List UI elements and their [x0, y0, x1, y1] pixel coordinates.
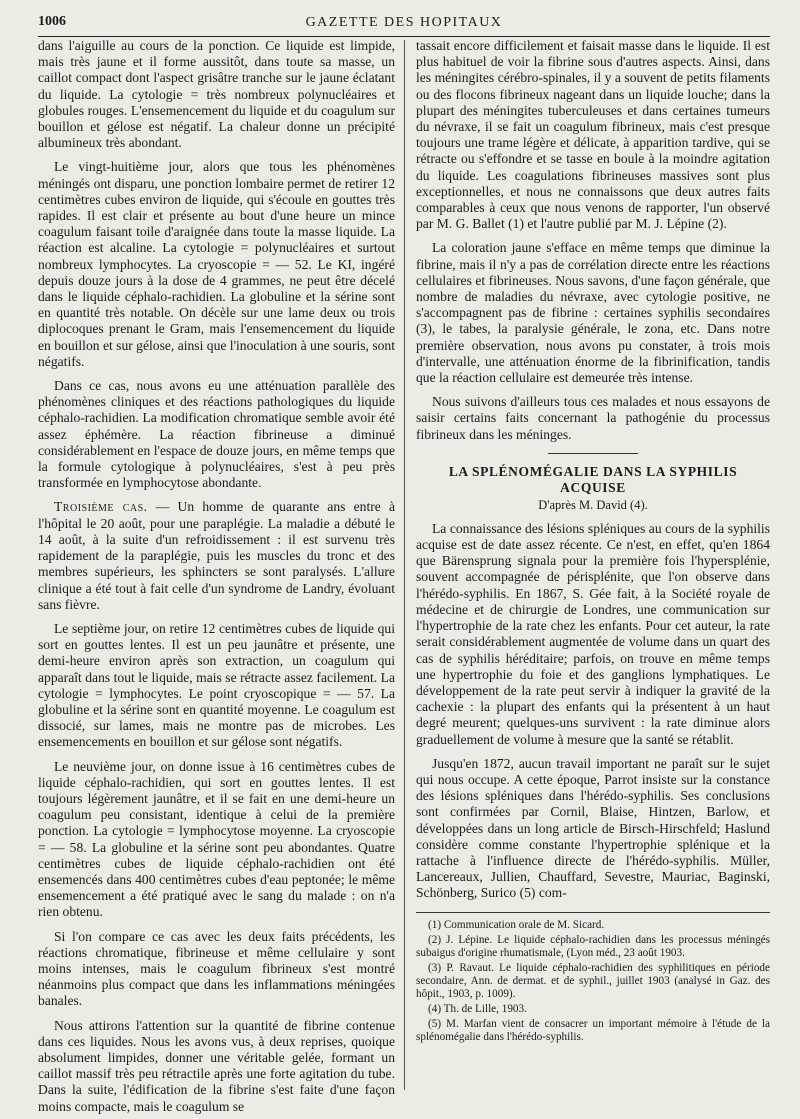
- footnote-rule: [416, 912, 770, 913]
- paragraph: La coloration jaune s'efface en même temps que diminue la fibrine, mais il n'y a pas de corrélation directe entre les réactions cellulaires et fibrineuses. Nous savons, d'une façon générale, que nombre de maladies du névraxe, avec cytologie positive, ne s'accompagnent pas de fibrine : certaines syphilis secondaires (3), le tabes, la paralysie générale, le zona, etc. Dans notre première observation, nous avons pu constater, à trois mois d'intervalle, une atténuation énorme de la fibrinification, tandis que la réaction cellulaire est demeurée très intense.: [416, 240, 770, 386]
- paragraph: dans l'aiguille au cours de la ponction. Ce liquide est limpide, mais très jaune et il forme aussitôt, dans toute sa masse, un caillot compact dont l'aspect grisâtre tranche sur le jaune éclatant du liquide. La cytologie = très nombreux polynucléaires et globules rouges. L'ensemencement du liquide et du coagulum sur bouillon et gélose est négatif. La chaleur donne un précipité albumineux très abondant.: [38, 38, 395, 151]
- paragraph: Le vingt-huitième jour, alors que tous les phénomènes méningés ont disparu, une ponction lombaire permet de retirer 12 centimètres cubes environ de liquide, qui s'écoule en gouttes très rapides. Il est clair et présente au bout d'une heure un mince coagulum faisant toile d'araignée dans toute la masse liquide. La réaction est alcaline. La cytologie = polynucléaires et surtout nombreux lymphocytes. La cryoscopie = — 52. Le KI, ingéré depuis douze jours à la dose de 4 grammes, ne peut être décelé dans le liquide céphalo-rachidien. La globuline et la sérine sont en quantité très notable. On décèle sur une lame deux ou trois diplocoques prenant le Gram, mais l'ensemencement du liquide en bouillon et sur gélose, ainsi que l'inoculation à une souris, sont négatifs.: [38, 159, 395, 369]
- paragraph: [38, 499, 395, 612]
- section-title: LA SPLÉNOMÉGALIE DANS LA SYPHILIS ACQUISE: [448, 463, 738, 495]
- page-number: 1006: [38, 14, 66, 29]
- left-column: [38, 38, 395, 1119]
- right-column: [416, 38, 770, 1046]
- paragraph-text: — Un homme de quarante ans entre à l'hôpital le 20 août, pour une paraplégie. La maladie a débuté le 14 août, à la suite d'un refroidissement : il est survenu très rapidement de la paraplégie, puis les muscles du tronc et des membres supérieurs, les sphincters se sont paralysés. L'allure clinique a été tout à fait celle d'un syndrome de Landry, évoluant sans fièvre.: [38, 499, 396, 612]
- column-divider: [404, 40, 405, 1090]
- section-byline: D'après M. David (4).: [538, 497, 648, 512]
- section-separator: [548, 453, 638, 454]
- footnote: (4) Th. de Lille, 1903.: [428, 1002, 527, 1015]
- paragraph: La connaissance des lésions spléniques au cours de la syphilis acquise est de date assez récente. Ce n'est, en effet, qu'en 1864 que Bärensprung signala pour la première fois l'hypersplénie, souvent accompagnée de périsplénite, que l'on observe dans l'hérédo-syphilis. En 1867, S. Gée fait, à la Société royale de médecine et de chirurgie de Londres, une communication sur l'hypertrophie de la rate chez les enfants. Pour cet auteur, la rate serait considérablement augmentée de volume dans un quart des cas de syphilis héréditaire; parfois, on trouve en même temps une hypertrophie du foie et des ganglions lymphatiques. Le développement de la rate peut servir à indiquer la gravité de la cachexie : la plupart des enfants qui la présentent à un haut degré meurent; quelques-uns survivent : la rate diminue alors graduellement de volume à mesure que la santé se rétablit.: [416, 520, 770, 747]
- footnote: (2) J. Lépine. Le liquide céphalo-rachidien dans les processus méningés subaigus d'origine rhumatismale, (Lyon méd., 23 août 1903.: [416, 933, 770, 959]
- footnote: (5) M. Marfan vient de consacrer un important mémoire à l'étude de la splénomégalie dans l'hérédo-syphilis.: [416, 1017, 770, 1043]
- journal-title: GAZETTE DES HOPITAUX: [305, 15, 503, 30]
- paragraph: Le neuvième jour, on donne issue à 16 centimètres cubes de liquide céphalo-rachidien, qui sort en gouttes lentes. Il est toujours légèrement jaunâtre, et il se fait en une demi-heure un coagulum peu consistant, identique à celui de la première ponction. La cytologie = lymphocytose moyenne. La cryoscopie = — 58. La globuline et la sérine sont peu abondantes. Quatre centimètres cubes de liquide céphalo-rachidien ont été ensemencés dans 400 centimètres cubes d'eau peptonée; le même ensemencement a été pratiqué avec le sang du malade : on n'a rien obtenu.: [38, 758, 395, 920]
- case-heading: Troisième cas.: [54, 499, 148, 515]
- paragraph: tassait encore difficilement et faisait masse dans le liquide. Il est plus habituel de voir la fibrine sous d'autres aspects. Ainsi, dans les méningites cérébro-spinales, il y a souvent de petits filaments ou des flocons fibrineux nageant dans un liquide louche; dans la plupart des méningites tuberculeuses et dans certaines tumeurs du névraxe, il se fait un coagulum fibrineux, mais c'est presque toujours une trame légère et délicate, à apparition tardive, qui se rétracte ou s'effondre et se tasse en boule à la moindre agitation du liquide. Les coagulations fibrineuses massives sont plus exceptionnelles, et nous ne connaissons que deux autres faits comparables à ceux que nous venons de rapporter, l'un observé par M. G. Ballet (1) et l'autre publié par M. J. Lépine (2).: [416, 38, 770, 232]
- paragraph: Si l'on compare ce cas avec les deux faits précédents, les réactions chromatique, fibrineuse et même cellulaire y sont moins intenses, mais le coagulum fibrineux s'est montré néanmoins plus compact que dans les inflammations méningées banales.: [38, 928, 395, 1009]
- footnote: (3) P. Ravaut. Le liquide céphalo-rachidien des syphilitiques en période secondaire, Ann. de dermat. et de syphil., juillet 1903 (analysé in Gaz. des hôpit., 1903, p. 1009).: [416, 961, 770, 1000]
- paragraph: Nous suivons d'ailleurs tous ces malades et nous essayons de saisir certains faits concernant la pathogénie du processus fibrineux dans les méninges.: [416, 394, 770, 442]
- paragraph: Dans ce cas, nous avons eu une atténuation parallèle des phénomènes cliniques et des réactions pathologiques du liquide céphalo-rachidien. La modification chromatique semble avoir été assez éphémère. La réaction fibrineuse a diminué considérablement en l'espace de douze jours, en même temps que la formule cytologique à polynucléaires, s'est à peu près transformée en lymphocytose abondante.: [38, 378, 395, 491]
- paragraph: Jusqu'en 1872, aucun travail important ne paraît sur le sujet qui nous occupe. A cette époque, Parrot insiste sur la constance des lésions spléniques dans l'hérédo-syphilis. Ses conclusions sont confirmées par Cornil, Blaise, Hintzen, Barlow, et développées dans un long article de Birsch-Hirschfeld; Haslund considère comme constante l'hypertrophie splénique et la rattache à l'influence directe de l'hérédo-syphilis. Müller, Lancereaux, Jullien, Chauffard, Sevestre, Mauriac, Baginski, Schönberg, Surico (5) com-: [416, 755, 770, 901]
- paragraph: Le septième jour, on retire 12 centimètres cubes de liquide qui sort en gouttes lentes. Il est un peu jaunâtre et présente, une demi-heure environ après son extraction, un coagulum qui apparaît dans tout le liquide, mais se rétracte assez facilement. La cytologie = lymphocytes. Le point cryoscopique = — 57. La globuline et la sérine sont en quantité moyenne. Le coagulum est dissocié, sur lames, mais ne montre pas de microbes. Les ensemencements en bouillon et sur gélose sont négatifs.: [38, 620, 395, 750]
- page-header: [38, 10, 770, 37]
- paragraph: Nous attirons l'attention sur la quantité de fibrine contenue dans ces liquides. Nous les avons vus, à deux reprises, quoique absolument limpides, donner une véritable gelée, formant un caillot massif très peu rétractile après une forte agitation du tube. Dans la suite, l'édification de la fibrine s'est faite d'une façon moins compacte, mais le coagulum se: [38, 1017, 395, 1114]
- footnote: (1) Communication orale de M. Sicard.: [428, 918, 605, 931]
